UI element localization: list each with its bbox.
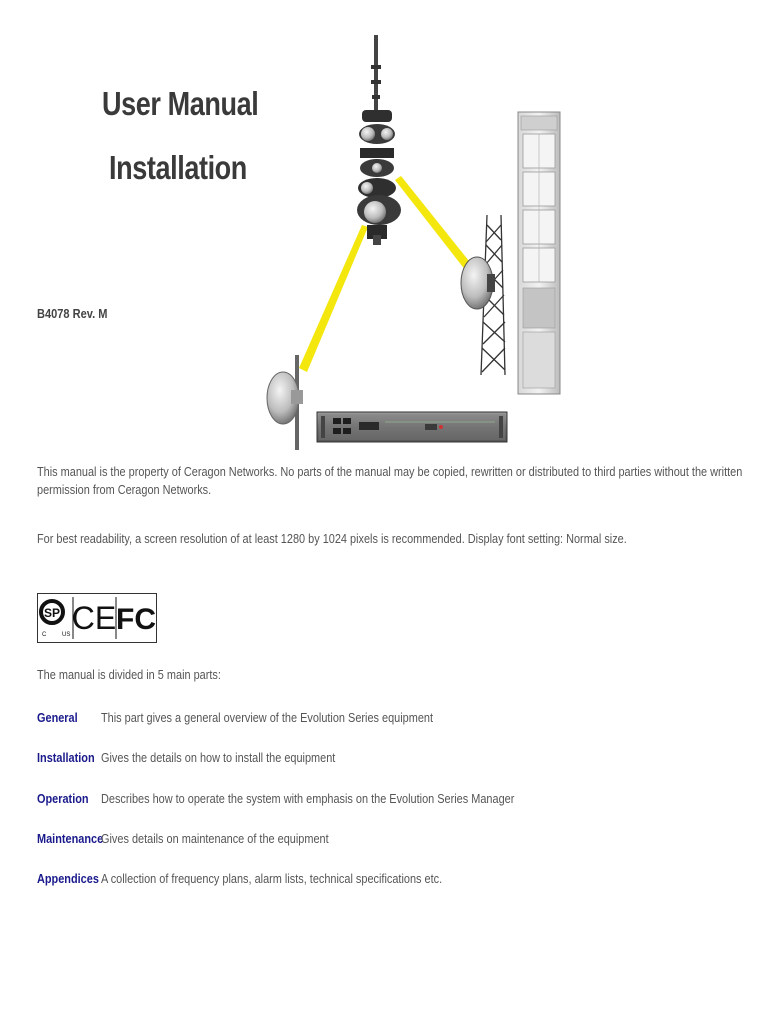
readability-notice: For best readability, a screen resolution of at least 1280 by 1024 pixels is recommended. Display font setting: Normal size. bbox=[37, 531, 627, 546]
fcc-mark-icon bbox=[116, 603, 156, 636]
title-user-manual: User Manual bbox=[102, 85, 259, 122]
csa-mark-letters: SP bbox=[43, 606, 61, 620]
central-tower bbox=[357, 35, 401, 245]
part-name-operation[interactable]: Operation bbox=[37, 791, 89, 806]
part-desc-maintenance: Gives details on maintenance of the equipment bbox=[101, 831, 329, 846]
left-pole-dish bbox=[267, 355, 303, 450]
part-row-installation bbox=[37, 750, 737, 770]
title-installation: Installation bbox=[109, 149, 247, 186]
part-desc-appendices: A collection of frequency plans, alarm lists, technical specifications etc. bbox=[101, 871, 443, 886]
equipment-rack bbox=[518, 112, 560, 394]
property-notice: This manual is the property of Ceragon Networks. No parts of the manual may be copied, rewritten or distributed to third parties without the written permission from Ceragon Networks. bbox=[37, 464, 743, 497]
beam-right bbox=[395, 176, 473, 271]
certification-marks bbox=[37, 593, 157, 643]
part-row-appendices bbox=[37, 871, 737, 891]
parts-intro: The manual is divided in 5 main parts: bbox=[37, 667, 221, 682]
ce-mark-icon bbox=[72, 600, 116, 636]
csa-us-label: US bbox=[62, 632, 71, 638]
ce-mark-letters: CE bbox=[71, 600, 117, 636]
beam-left bbox=[299, 225, 368, 372]
document-revision: B4078 Rev. M bbox=[37, 306, 108, 321]
part-row-maintenance bbox=[37, 831, 737, 851]
part-name-general[interactable]: General bbox=[37, 710, 78, 725]
indoor-unit bbox=[317, 412, 507, 442]
part-desc-operation: Describes how to operate the system with emphasis on the Evolution Series Manager bbox=[101, 791, 515, 806]
csa-c-label: C bbox=[42, 632, 47, 638]
part-name-maintenance[interactable]: Maintenance bbox=[37, 831, 104, 846]
fcc-mark-letters: FC bbox=[116, 603, 156, 636]
radio-link-illustration bbox=[255, 30, 575, 450]
part-desc-installation: Gives the details on how to install the equipment bbox=[101, 750, 336, 765]
part-desc-general: This part gives a general overview of the Evolution Series equipment bbox=[101, 710, 434, 725]
part-row-general bbox=[37, 710, 737, 730]
part-row-operation bbox=[37, 791, 737, 811]
part-name-installation[interactable]: Installation bbox=[37, 750, 95, 765]
csa-mark-icon bbox=[41, 601, 70, 638]
part-name-appendices[interactable]: Appendices bbox=[37, 871, 99, 886]
